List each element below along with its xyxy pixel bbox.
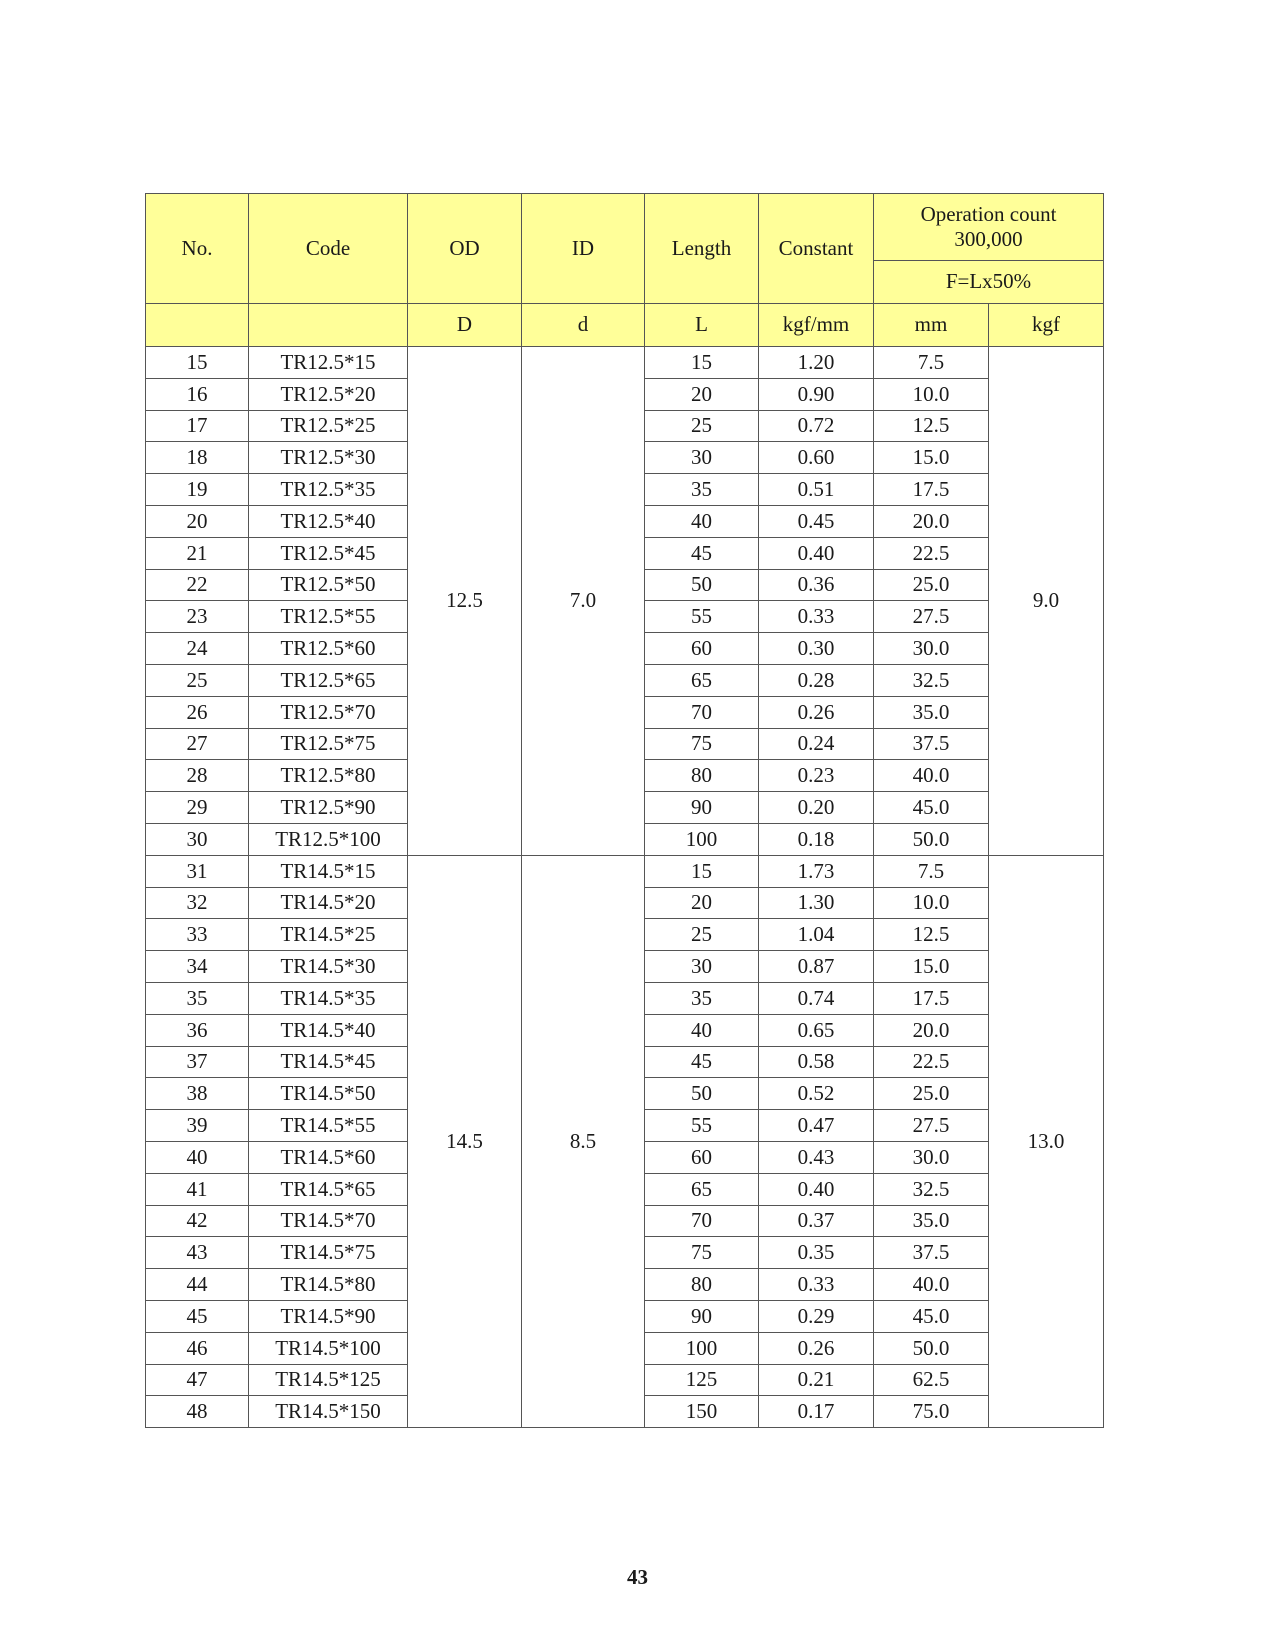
cell-length: 65 bbox=[645, 664, 759, 696]
cell-no: 30 bbox=[146, 823, 249, 855]
cell-no: 44 bbox=[146, 1269, 249, 1301]
cell-constant: 0.17 bbox=[759, 1396, 874, 1428]
cell-length: 30 bbox=[645, 951, 759, 983]
cell-id: 7.0 bbox=[522, 347, 645, 856]
cell-length: 45 bbox=[645, 1046, 759, 1078]
table-row bbox=[146, 347, 1104, 379]
cell-deflection: 40.0 bbox=[874, 760, 989, 792]
cell-code: TR14.5*40 bbox=[249, 1014, 408, 1046]
cell-no: 39 bbox=[146, 1110, 249, 1142]
header-od-symbol: D bbox=[408, 304, 522, 347]
cell-length: 45 bbox=[645, 537, 759, 569]
cell-length: 90 bbox=[645, 1300, 759, 1332]
cell-length: 55 bbox=[645, 601, 759, 633]
cell-code: TR12.5*100 bbox=[249, 823, 408, 855]
cell-no: 34 bbox=[146, 951, 249, 983]
cell-code: TR12.5*65 bbox=[249, 664, 408, 696]
cell-constant: 0.40 bbox=[759, 1173, 874, 1205]
header-constant: Constant bbox=[759, 194, 874, 304]
cell-code: TR14.5*35 bbox=[249, 982, 408, 1014]
cell-no: 31 bbox=[146, 855, 249, 887]
cell-od: 14.5 bbox=[408, 855, 522, 1427]
header-od: OD bbox=[408, 194, 522, 304]
cell-no: 24 bbox=[146, 633, 249, 665]
cell-constant: 0.72 bbox=[759, 410, 874, 442]
cell-deflection: 17.5 bbox=[874, 474, 989, 506]
cell-deflection: 37.5 bbox=[874, 728, 989, 760]
cell-no: 21 bbox=[146, 537, 249, 569]
cell-code: TR14.5*150 bbox=[249, 1396, 408, 1428]
cell-deflection: 50.0 bbox=[874, 1332, 989, 1364]
cell-no: 33 bbox=[146, 919, 249, 951]
cell-constant: 0.87 bbox=[759, 951, 874, 983]
cell-length: 100 bbox=[645, 823, 759, 855]
cell-no: 40 bbox=[146, 1141, 249, 1173]
cell-constant: 0.90 bbox=[759, 378, 874, 410]
cell-deflection: 17.5 bbox=[874, 982, 989, 1014]
cell-deflection: 25.0 bbox=[874, 569, 989, 601]
cell-deflection: 22.5 bbox=[874, 537, 989, 569]
cell-code: TR14.5*50 bbox=[249, 1078, 408, 1110]
cell-od: 12.5 bbox=[408, 347, 522, 856]
cell-length: 90 bbox=[645, 792, 759, 824]
header-id-symbol: d bbox=[522, 304, 645, 347]
cell-deflection: 12.5 bbox=[874, 919, 989, 951]
cell-code: TR12.5*90 bbox=[249, 792, 408, 824]
cell-code: TR12.5*75 bbox=[249, 728, 408, 760]
cell-constant: 0.35 bbox=[759, 1237, 874, 1269]
cell-deflection: 10.0 bbox=[874, 887, 989, 919]
cell-code: TR14.5*15 bbox=[249, 855, 408, 887]
cell-no: 23 bbox=[146, 601, 249, 633]
cell-code: TR14.5*65 bbox=[249, 1173, 408, 1205]
cell-code: TR14.5*45 bbox=[249, 1046, 408, 1078]
table-body bbox=[146, 347, 1104, 1428]
header-deflection-unit: mm bbox=[874, 304, 989, 347]
cell-constant: 0.20 bbox=[759, 792, 874, 824]
cell-no: 38 bbox=[146, 1078, 249, 1110]
cell-force: 13.0 bbox=[989, 855, 1104, 1427]
cell-no: 27 bbox=[146, 728, 249, 760]
cell-constant: 0.43 bbox=[759, 1141, 874, 1173]
cell-constant: 1.04 bbox=[759, 919, 874, 951]
cell-length: 50 bbox=[645, 569, 759, 601]
cell-length: 35 bbox=[645, 474, 759, 506]
cell-deflection: 32.5 bbox=[874, 1173, 989, 1205]
cell-deflection: 30.0 bbox=[874, 633, 989, 665]
cell-length: 25 bbox=[645, 919, 759, 951]
cell-code: TR14.5*30 bbox=[249, 951, 408, 983]
cell-constant: 0.74 bbox=[759, 982, 874, 1014]
cell-constant: 0.60 bbox=[759, 442, 874, 474]
cell-constant: 0.29 bbox=[759, 1300, 874, 1332]
cell-code: TR12.5*45 bbox=[249, 537, 408, 569]
cell-length: 70 bbox=[645, 696, 759, 728]
cell-length: 60 bbox=[645, 633, 759, 665]
cell-deflection: 50.0 bbox=[874, 823, 989, 855]
cell-deflection: 45.0 bbox=[874, 1300, 989, 1332]
cell-length: 80 bbox=[645, 760, 759, 792]
cell-no: 22 bbox=[146, 569, 249, 601]
cell-constant: 0.47 bbox=[759, 1110, 874, 1142]
header-length-symbol: L bbox=[645, 304, 759, 347]
header-id: ID bbox=[522, 194, 645, 304]
cell-constant: 0.21 bbox=[759, 1364, 874, 1396]
cell-code: TR12.5*40 bbox=[249, 505, 408, 537]
header-no: No. bbox=[146, 194, 249, 304]
cell-code: TR14.5*60 bbox=[249, 1141, 408, 1173]
cell-constant: 0.24 bbox=[759, 728, 874, 760]
cell-length: 75 bbox=[645, 728, 759, 760]
cell-length: 35 bbox=[645, 982, 759, 1014]
cell-force: 9.0 bbox=[989, 347, 1104, 856]
cell-length: 100 bbox=[645, 1332, 759, 1364]
cell-no: 28 bbox=[146, 760, 249, 792]
cell-length: 55 bbox=[645, 1110, 759, 1142]
cell-code: TR14.5*90 bbox=[249, 1300, 408, 1332]
cell-no: 18 bbox=[146, 442, 249, 474]
cell-constant: 0.30 bbox=[759, 633, 874, 665]
cell-code: TR12.5*50 bbox=[249, 569, 408, 601]
cell-no: 36 bbox=[146, 1014, 249, 1046]
cell-code: TR12.5*30 bbox=[249, 442, 408, 474]
spec-table bbox=[145, 193, 1104, 1428]
cell-no: 15 bbox=[146, 347, 249, 379]
header-operation-count: Operation count 300,000 bbox=[874, 194, 1104, 261]
cell-code: TR12.5*20 bbox=[249, 378, 408, 410]
cell-length: 25 bbox=[645, 410, 759, 442]
cell-no: 43 bbox=[146, 1237, 249, 1269]
cell-constant: 1.20 bbox=[759, 347, 874, 379]
cell-no: 45 bbox=[146, 1300, 249, 1332]
cell-no: 29 bbox=[146, 792, 249, 824]
cell-length: 75 bbox=[645, 1237, 759, 1269]
cell-no: 25 bbox=[146, 664, 249, 696]
cell-constant: 0.33 bbox=[759, 601, 874, 633]
cell-code: TR14.5*20 bbox=[249, 887, 408, 919]
cell-deflection: 15.0 bbox=[874, 951, 989, 983]
cell-constant: 0.65 bbox=[759, 1014, 874, 1046]
cell-length: 50 bbox=[645, 1078, 759, 1110]
cell-length: 30 bbox=[645, 442, 759, 474]
cell-deflection: 15.0 bbox=[874, 442, 989, 474]
header-force-unit: kgf bbox=[989, 304, 1104, 347]
cell-deflection: 40.0 bbox=[874, 1269, 989, 1301]
cell-length: 15 bbox=[645, 347, 759, 379]
cell-deflection: 25.0 bbox=[874, 1078, 989, 1110]
cell-no: 26 bbox=[146, 696, 249, 728]
cell-constant: 0.28 bbox=[759, 664, 874, 696]
cell-code: TR12.5*80 bbox=[249, 760, 408, 792]
header-blank bbox=[249, 304, 408, 347]
cell-no: 42 bbox=[146, 1205, 249, 1237]
cell-code: TR14.5*70 bbox=[249, 1205, 408, 1237]
cell-length: 80 bbox=[645, 1269, 759, 1301]
cell-constant: 0.52 bbox=[759, 1078, 874, 1110]
cell-constant: 0.23 bbox=[759, 760, 874, 792]
cell-length: 20 bbox=[645, 378, 759, 410]
cell-deflection: 32.5 bbox=[874, 664, 989, 696]
cell-constant: 0.26 bbox=[759, 696, 874, 728]
cell-length: 70 bbox=[645, 1205, 759, 1237]
cell-deflection: 30.0 bbox=[874, 1141, 989, 1173]
cell-constant: 0.18 bbox=[759, 823, 874, 855]
header-blank bbox=[146, 304, 249, 347]
cell-code: TR14.5*125 bbox=[249, 1364, 408, 1396]
cell-constant: 0.36 bbox=[759, 569, 874, 601]
cell-deflection: 45.0 bbox=[874, 792, 989, 824]
cell-code: TR12.5*25 bbox=[249, 410, 408, 442]
cell-constant: 0.45 bbox=[759, 505, 874, 537]
cell-no: 16 bbox=[146, 378, 249, 410]
cell-deflection: 27.5 bbox=[874, 1110, 989, 1142]
cell-length: 60 bbox=[645, 1141, 759, 1173]
cell-length: 40 bbox=[645, 1014, 759, 1046]
cell-no: 20 bbox=[146, 505, 249, 537]
cell-code: TR14.5*75 bbox=[249, 1237, 408, 1269]
cell-constant: 1.73 bbox=[759, 855, 874, 887]
cell-deflection: 27.5 bbox=[874, 601, 989, 633]
cell-length: 15 bbox=[645, 855, 759, 887]
cell-deflection: 22.5 bbox=[874, 1046, 989, 1078]
cell-id: 8.5 bbox=[522, 855, 645, 1427]
cell-deflection: 20.0 bbox=[874, 505, 989, 537]
cell-code: TR12.5*15 bbox=[249, 347, 408, 379]
cell-deflection: 20.0 bbox=[874, 1014, 989, 1046]
cell-deflection: 35.0 bbox=[874, 696, 989, 728]
cell-constant: 1.30 bbox=[759, 887, 874, 919]
header-code: Code bbox=[249, 194, 408, 304]
cell-no: 17 bbox=[146, 410, 249, 442]
cell-deflection: 62.5 bbox=[874, 1364, 989, 1396]
table-header bbox=[146, 194, 1104, 347]
cell-constant: 0.40 bbox=[759, 537, 874, 569]
cell-no: 19 bbox=[146, 474, 249, 506]
cell-constant: 0.26 bbox=[759, 1332, 874, 1364]
cell-deflection: 10.0 bbox=[874, 378, 989, 410]
cell-no: 48 bbox=[146, 1396, 249, 1428]
cell-code: TR14.5*100 bbox=[249, 1332, 408, 1364]
cell-code: TR14.5*25 bbox=[249, 919, 408, 951]
cell-no: 35 bbox=[146, 982, 249, 1014]
cell-no: 41 bbox=[146, 1173, 249, 1205]
cell-deflection: 7.5 bbox=[874, 855, 989, 887]
header-constant-unit: kgf/mm bbox=[759, 304, 874, 347]
cell-deflection: 12.5 bbox=[874, 410, 989, 442]
cell-code: TR14.5*80 bbox=[249, 1269, 408, 1301]
table-row bbox=[146, 855, 1104, 887]
cell-code: TR12.5*55 bbox=[249, 601, 408, 633]
cell-code: TR14.5*55 bbox=[249, 1110, 408, 1142]
cell-constant: 0.58 bbox=[759, 1046, 874, 1078]
header-force-formula: F=Lx50% bbox=[874, 261, 1104, 304]
cell-deflection: 35.0 bbox=[874, 1205, 989, 1237]
cell-constant: 0.33 bbox=[759, 1269, 874, 1301]
cell-no: 47 bbox=[146, 1364, 249, 1396]
cell-length: 40 bbox=[645, 505, 759, 537]
cell-constant: 0.37 bbox=[759, 1205, 874, 1237]
cell-no: 37 bbox=[146, 1046, 249, 1078]
cell-constant: 0.51 bbox=[759, 474, 874, 506]
header-length: Length bbox=[645, 194, 759, 304]
cell-length: 150 bbox=[645, 1396, 759, 1428]
cell-deflection: 75.0 bbox=[874, 1396, 989, 1428]
cell-code: TR12.5*35 bbox=[249, 474, 408, 506]
cell-length: 125 bbox=[645, 1364, 759, 1396]
cell-length: 20 bbox=[645, 887, 759, 919]
cell-code: TR12.5*60 bbox=[249, 633, 408, 665]
cell-deflection: 7.5 bbox=[874, 347, 989, 379]
cell-no: 32 bbox=[146, 887, 249, 919]
cell-no: 46 bbox=[146, 1332, 249, 1364]
page-number: 43 bbox=[627, 1565, 648, 1589]
cell-length: 65 bbox=[645, 1173, 759, 1205]
cell-code: TR12.5*70 bbox=[249, 696, 408, 728]
cell-deflection: 37.5 bbox=[874, 1237, 989, 1269]
